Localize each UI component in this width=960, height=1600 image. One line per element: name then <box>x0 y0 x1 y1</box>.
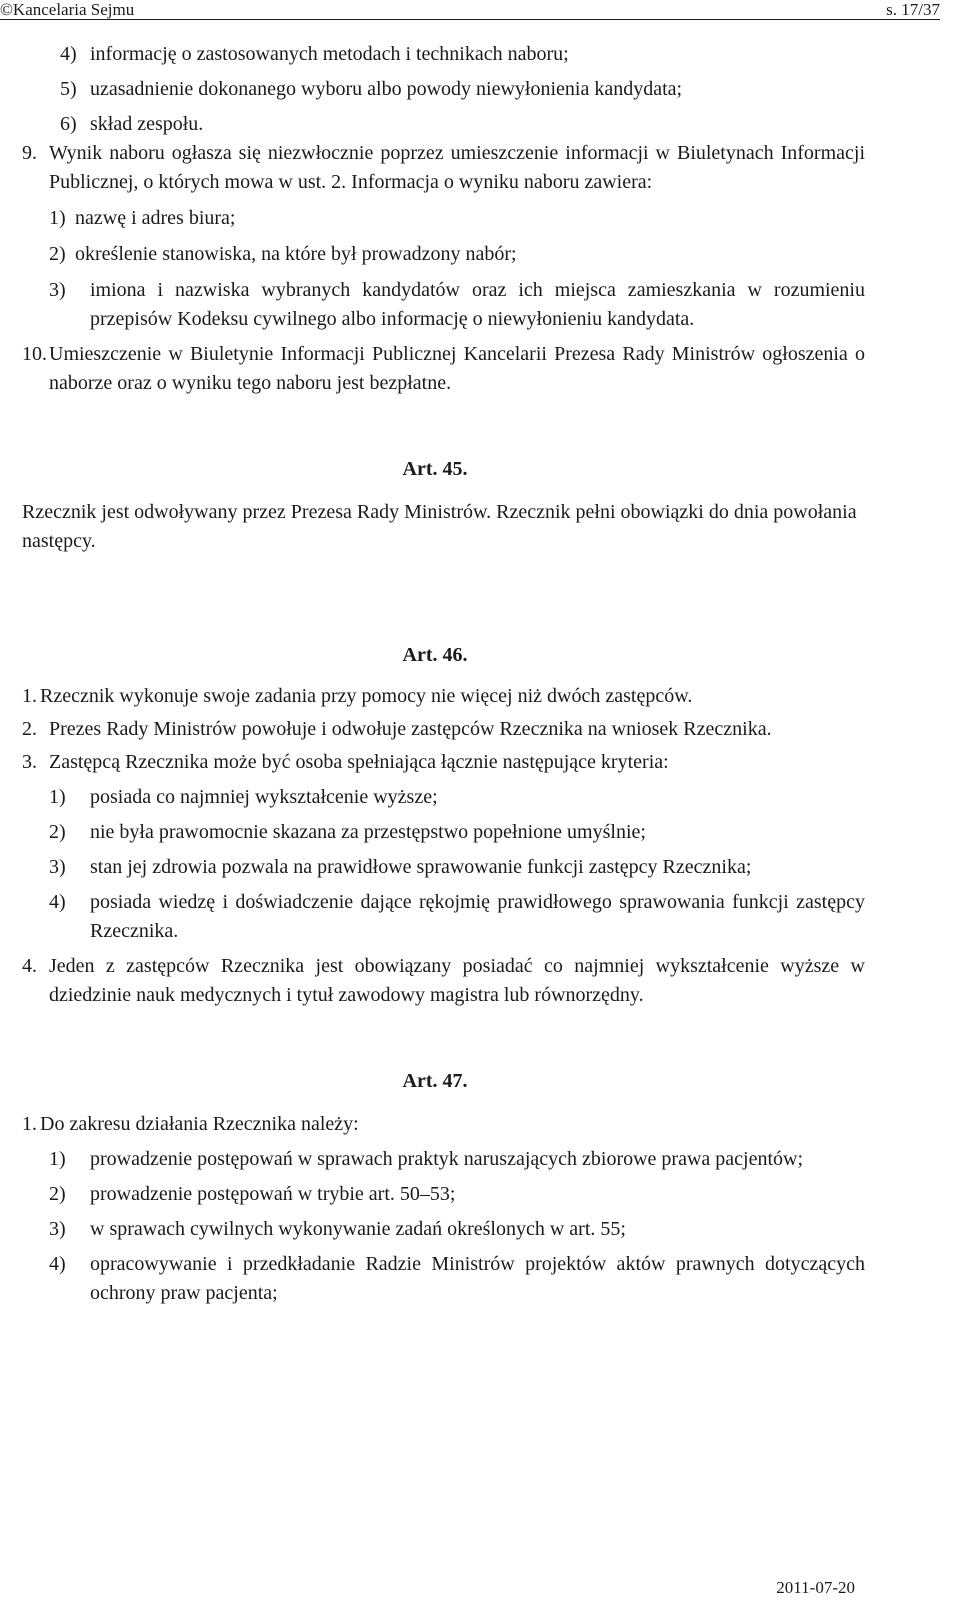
paragraph-text: opracowywanie i przedkładanie Radzie Ministrów projektów aktów prawnych dotyczących ochrony praw pacjenta; <box>90 1253 865 1304</box>
paragraph-text: prowadzenie postępowań w trybie art. 50–53; <box>90 1183 456 1205</box>
paragraph-number: 3) <box>49 856 66 878</box>
paragraph-p4 <box>0 139 960 197</box>
paragraph-number: 4) <box>49 891 66 913</box>
paragraph-p13 <box>0 783 960 812</box>
paragraph-text: Rzecznik wykonuje swoje zadania przy pomocy nie więcej niż dwóch zastępców. <box>40 685 693 707</box>
paragraph-number: 4) <box>49 1253 66 1275</box>
paragraph-p7 <box>0 276 960 334</box>
paragraph-number: 5) <box>60 78 77 100</box>
paragraph-p14 <box>0 818 960 847</box>
footer-date: 2011-07-20 <box>776 1578 855 1597</box>
paragraph-p8 <box>0 340 960 398</box>
paragraph-text: Umieszczenie w Biuletynie Informacji Publicznej Kancelarii Prezesa Rady Ministrów ogłoszenia o naborze oraz o wyniku tego naboru jest bezpłatne. <box>49 343 865 394</box>
paragraph-text: nazwę i adres biura; <box>75 207 236 229</box>
paragraph-p21 <box>0 1215 960 1244</box>
document-body <box>0 40 960 1308</box>
paragraph-text: skład zespołu. <box>90 113 204 135</box>
paragraph-p5 <box>0 204 960 233</box>
header-page-number: s. 17/37 <box>886 0 940 19</box>
paragraph-p3 <box>0 110 960 139</box>
paragraph-p10 <box>0 682 960 711</box>
paragraph-text: Do zakresu działania Rzecznika należy: <box>40 1113 359 1135</box>
paragraph-number: 2) <box>49 1183 66 1205</box>
paragraph-number: 2) <box>49 243 66 265</box>
article-heading-a47: Art. 47. <box>402 1070 468 1092</box>
paragraph-number: 2. <box>22 718 37 740</box>
paragraph-text: w sprawach cywilnych wykonywanie zadań określonych w art. 55; <box>90 1218 626 1240</box>
paragraph-number: 2) <box>49 821 66 843</box>
paragraph-p12 <box>0 748 960 777</box>
paragraph-p20 <box>0 1180 960 1209</box>
paragraph-number: 1) <box>49 1148 66 1170</box>
paragraph-text: określenie stanowiska, na które był prowadzony nabór; <box>75 243 517 265</box>
paragraph-p16 <box>0 888 960 946</box>
paragraph-text: prowadzenie postępowań w sprawach praktyk naruszających zbiorowe prawa pacjentów; <box>90 1148 804 1170</box>
paragraph-p22 <box>0 1250 960 1308</box>
paragraph-number: 1) <box>49 786 66 808</box>
paragraph-number: 1. <box>22 685 37 707</box>
paragraph-p9: Rzecznik jest odwoływany przez Prezesa Rady Ministrów. Rzecznik pełni obowiązki do dnia powołania następcy. <box>22 501 857 552</box>
paragraph-text: imiona i nazwiska wybranych kandydatów oraz ich miejsca zamieszkania w rozumieniu przepisów Kodeksu cywilnego albo informację o niewyłonieniu kandydata. <box>90 279 865 330</box>
paragraph-text: Zastępcą Rzecznika może być osoba spełniająca łącznie następujące kryteria: <box>49 751 669 773</box>
article-heading-a45: Art. 45. <box>402 458 468 480</box>
article-heading-a46: Art. 46. <box>402 644 468 666</box>
paragraph-text: stan jej zdrowia pozwala na prawidłowe sprawowanie funkcji zastępcy Rzecznika; <box>90 856 752 878</box>
paragraph-number: 1) <box>49 207 66 229</box>
paragraph-number: 4) <box>60 43 77 65</box>
paragraph-text: nie była prawomocnie skazana za przestępstwo popełnione umyślnie; <box>90 821 646 843</box>
paragraph-number: 1. <box>22 1113 37 1135</box>
header-rule <box>0 19 940 20</box>
paragraph-p17 <box>0 952 960 1010</box>
paragraph-p11 <box>0 715 960 744</box>
page-header <box>0 0 960 22</box>
paragraph-p18 <box>0 1110 960 1139</box>
paragraph-number: 6) <box>60 113 77 135</box>
paragraph-number: 4. <box>22 955 37 977</box>
paragraph-p19 <box>0 1145 960 1174</box>
paragraph-text: Prezes Rady Ministrów powołuje i odwołuje zastępców Rzecznika na wniosek Rzecznika. <box>49 718 772 740</box>
header-source: ©Kancelaria Sejmu <box>0 0 135 19</box>
paragraph-text: Wynik naboru ogłasza się niezwłocznie poprzez umieszczenie informacji w Biuletynach Informacji Publicznej, o których mowa w ust. 2. Informacja o wyniku naboru zawiera: <box>49 142 865 193</box>
paragraph-number: 3) <box>49 1218 66 1240</box>
paragraph-p6 <box>0 240 960 269</box>
paragraph-text: posiada wiedzę i doświadczenie dające rękojmię prawidłowego sprawowania funkcji zastępcy Rzecznika. <box>90 891 865 942</box>
paragraph-text: Jeden z zastępców Rzecznika jest obowiązany posiadać co najmniej wykształcenie wyższe w dziedzinie nauk medycznych i tytuł zawodowy magistra lub równorzędny. <box>49 955 865 1006</box>
paragraph-number: 9. <box>22 142 37 164</box>
paragraph-text: uzasadnienie dokonanego wyboru albo powody niewyłonienia kandydata; <box>90 78 683 100</box>
paragraph-number: 10. <box>22 343 47 365</box>
paragraph-p1 <box>0 40 960 69</box>
paragraph-text: informację o zastosowanych metodach i technikach naboru; <box>90 43 569 65</box>
paragraph-text: posiada co najmniej wykształcenie wyższe; <box>90 786 438 808</box>
paragraph-number: 3) <box>49 279 66 301</box>
paragraph-p2 <box>0 75 960 104</box>
paragraph-p15 <box>0 853 960 882</box>
paragraph-number: 3. <box>22 751 37 773</box>
